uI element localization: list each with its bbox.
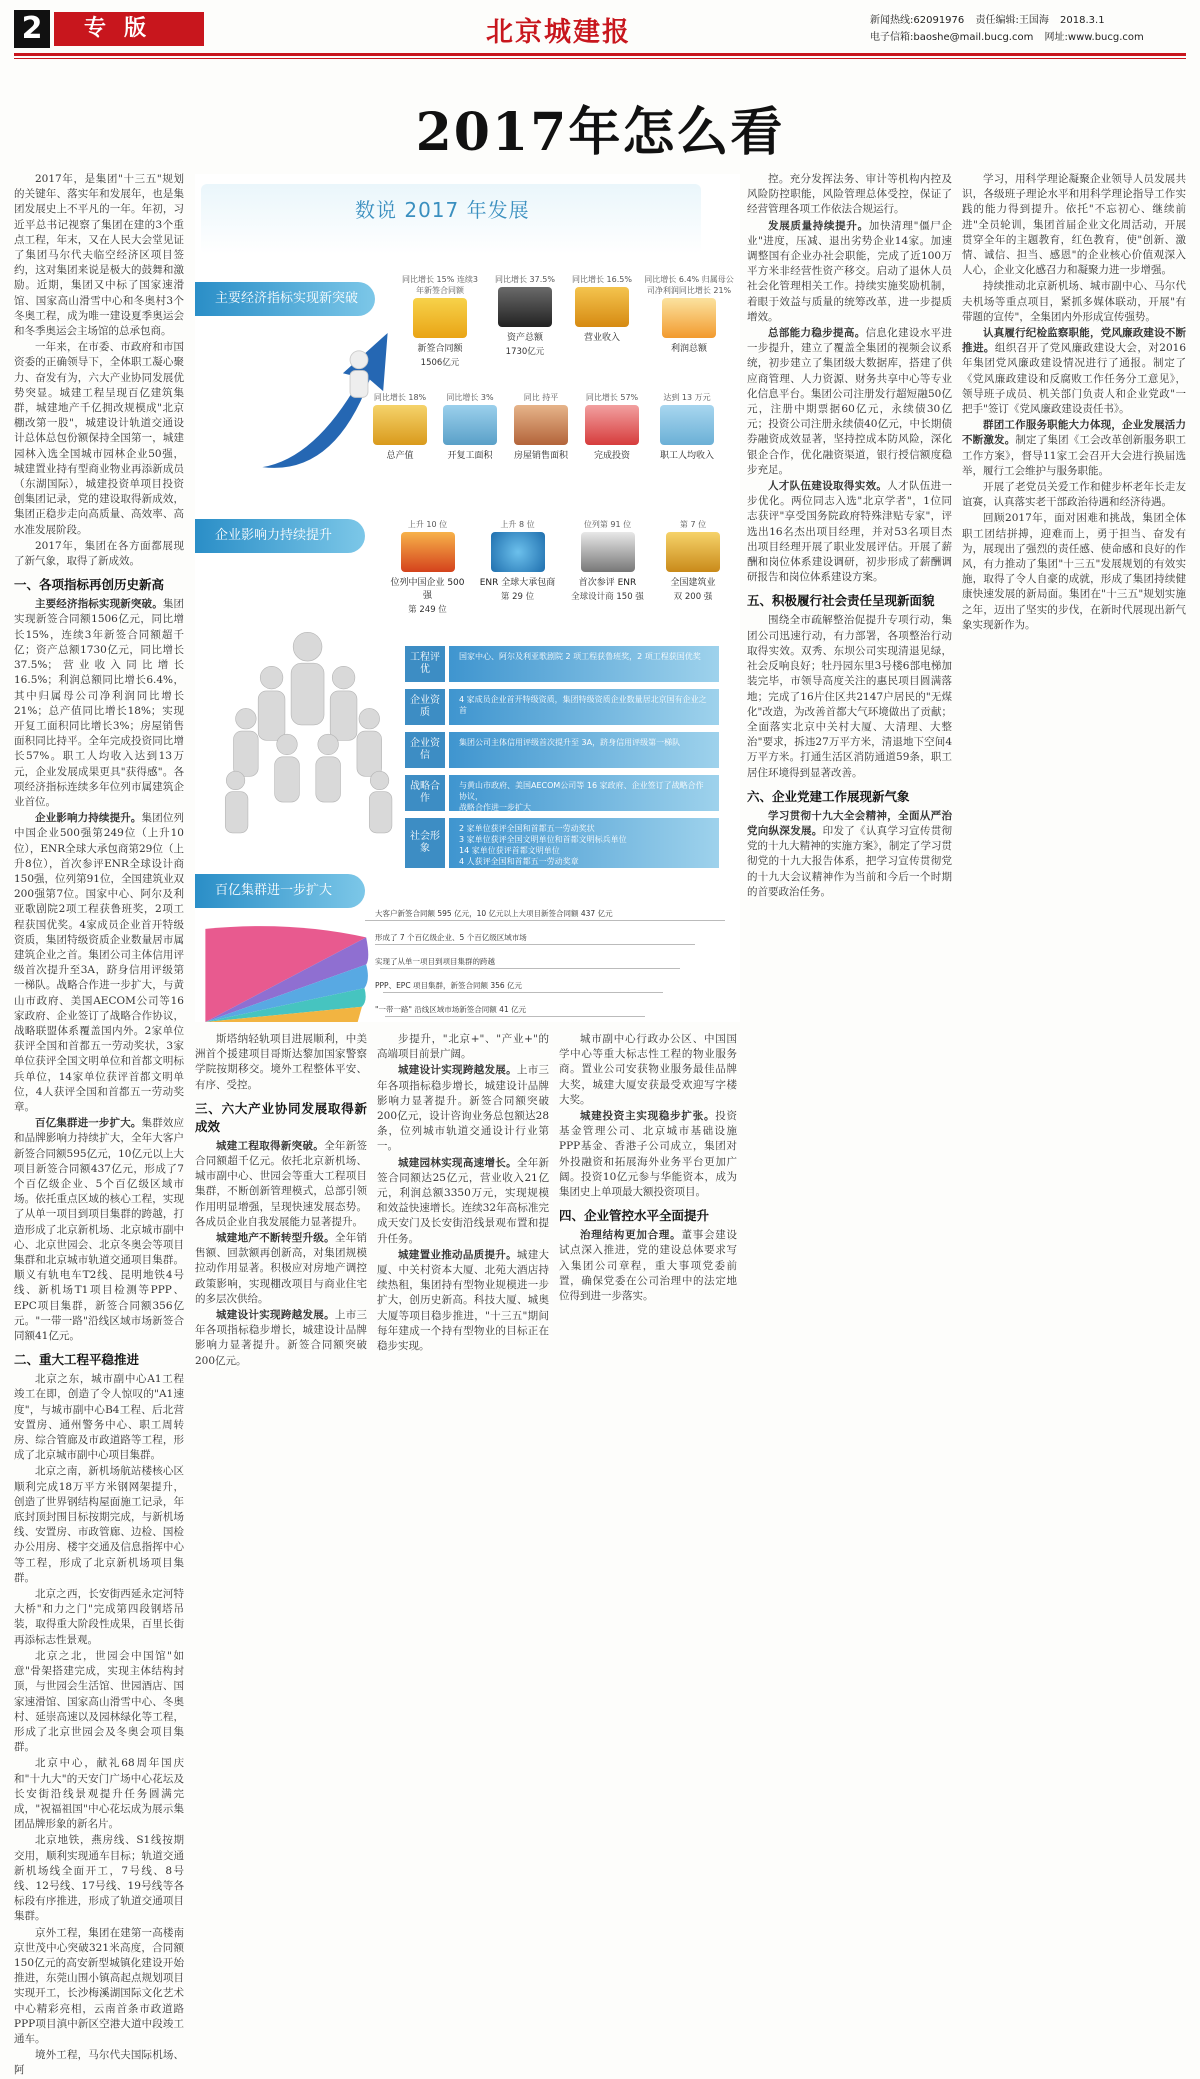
- paragraph-body: 人才队伍进一步优化。两位同志入选"北京学者"，1位同志获评"享受国务院政府特殊津贴专家"，评选出16名杰出项目经理，并对53名项目杰出项目经理开展了职业发展评估。开展了薪酬和岗位体系建设调研，初步形成了薪酬调研报告和岗位体系建设方案。: [747, 480, 952, 584]
- row-label-qualification: 企业资质: [405, 689, 445, 725]
- paragraph-lead: 城建投资主实现稳步扩张。: [580, 1110, 716, 1123]
- paragraph-body: 上市三年各项指标稳步增长，城建设计品牌影响力显著提升。新签合同额突破200亿元，设计咨询业务总包额达28条，位列城市轨道交通设计行业第一。: [377, 1064, 550, 1153]
- paragraph-lead: 城建设计实现跨越发展。: [398, 1064, 517, 1077]
- row-content-credit: [449, 732, 719, 768]
- people-group-icon: [215, 604, 395, 854]
- stat-rank: 全球设计商 150 强: [571, 592, 644, 602]
- fan-line: [385, 1016, 645, 1017]
- infographic-title: 数说 2017 年发展: [355, 198, 530, 222]
- row-line: 4 家成员企业首开特级资质，集团特级资质企业数量居北京国有企业之首: [459, 695, 707, 715]
- paragraph-body: 董事会建设试点深入推进，党的建设总体要求写入集团公司章程，重大事项党委前置，确保党委在公司治理中的法定地位得到进一步落实。: [559, 1229, 738, 1303]
- paragraph-lead: 城建园林实现高速增长。: [398, 1156, 517, 1169]
- stat-growth: 达到 13 万元: [663, 393, 711, 402]
- construction-icon: [443, 405, 497, 445]
- stat-china-500: [385, 519, 470, 615]
- stat-name: 资产总额: [506, 333, 543, 343]
- paragraph: 步提升，"北京+"、"产业+"的高端项目前景广阔。: [377, 1033, 549, 1061]
- stat-rank: 第 249 位: [408, 605, 447, 615]
- paragraph-body: 上市三年各项指标稳步增长，城建设计品牌影响力显著提升。新签合同额突破200亿元。: [195, 1309, 368, 1367]
- paragraph-body: 城建大厦、中关村资本大厦、北苑大酒店持续热租，集团持有型物业规模进一步扩大，创历史新高。科技大厦、城奥大厦等项目稳步推进，"十三五"期间每年建成一个持有型物业的目标正在稳步实现。: [377, 1248, 550, 1353]
- paragraph: 北京中心，献礼68周年国庆和"十九大"的天安门广场中心花坛及长安街沿线景观提升任务圆满完成，"祝福祖国"中心花坛成为展示集团品牌形象的新名片。: [14, 1757, 184, 1831]
- stat-construction-area: [435, 392, 505, 461]
- paragraph: [377, 1156, 549, 1247]
- paragraph: 学习，用科学理论凝聚企业领导人员发展共识，各级班子理论水平和用科学理论指导工作实践的能力得到提升。依托"不忘初心、继续前进"全员轮训，集团首届企业文化周活动，开展贯穿全年的主题教育，红色教育，使"创新、激情、诚信、担当、感恩"的企业核心价值观深入人心，企业文化感召力和凝聚力进一步增强。: [962, 173, 1186, 277]
- row-label-awards: 工程评优: [405, 646, 445, 682]
- paragraph: [559, 1228, 737, 1304]
- editor: 责任编辑:王国海: [975, 15, 1049, 26]
- stat-growth: 同比增长 16.5%: [572, 275, 632, 284]
- intro-paragraph: 2017年，集团在各方面都展现了新气象，取得了新成效。: [14, 539, 184, 568]
- stat-investment: [577, 392, 647, 461]
- paragraph-lead: 总部能力稳步提高。: [768, 327, 866, 340]
- paragraph: 开展了老党员关爱工作和健步杯老年长走友谊赛，认真落实老干部政治待遇和经济待遇。: [962, 481, 1186, 509]
- stat-growth: 同比增长 15% 连续3年新签合同额: [402, 275, 478, 295]
- stat-value: 1730亿元: [505, 347, 545, 357]
- paragraph: [962, 418, 1186, 479]
- stat-name: 总产值: [386, 451, 414, 461]
- skyline-icon: [581, 532, 635, 572]
- masthead-rule: [14, 53, 1186, 56]
- worker-icon: [660, 405, 714, 445]
- page-number: 2: [14, 10, 50, 48]
- row-content-social: [449, 818, 719, 868]
- stat-enr-designer: [565, 519, 650, 602]
- paragraph-body: 印发了《认真学习宣传贯彻党的十九大精神的实施方案》，制定了学习贯彻党的十九大报告体系，把学习宣传贯彻党的十九大会议精神作为当前和今后一个时期的首要政治任务。: [747, 824, 953, 898]
- row-label-social: 社会形象: [405, 818, 445, 868]
- globe-icon: [491, 532, 545, 572]
- stat-rank: 第 29 位: [500, 592, 535, 602]
- paragraph: [14, 597, 184, 810]
- paragraph-lead: 百亿集群进一步扩大。: [35, 1117, 142, 1130]
- stat-top: 上升 8 位: [500, 520, 535, 529]
- row-content-cooperation: [449, 775, 719, 811]
- paragraph: [962, 326, 1186, 417]
- paragraph: 北京地铁，燕房线、S1线按期交用，顺利实现通车目标；轨道交通新机场线全面开工，7号线、8号线、12号线、17号线、19号线等各标段有序推进，形成了轨道交通项目集群。: [14, 1834, 184, 1923]
- cluster-line: 形成了 7 个百亿级企业、5 个百亿级区域市场: [375, 933, 527, 942]
- paragraph-body: 集团实现新签合同额1506亿元，同比增长15%，连续3年新签合同额超千亿；资产总额1730亿元，同比增长37.5%；营业收入同比增长16.5%；利润总额同比增长6.4%，其中归属母公司净利润同比增长21%；总产值同比增长18%；实现开复工面积同比增长3%；房屋销售面积同比持平。全年完成投资同比增长57%。职工人均收入达到13万元，企业发展成果更具"获得感"。各项经济指标连续多年位列市属建筑企业首位。: [14, 598, 185, 808]
- row-line: 国家中心、阿尔及利亚歌剧院 2 项工程获鲁班奖，2 项工程获国优奖: [459, 652, 701, 661]
- house-icon: [514, 405, 568, 445]
- paragraph-lead: 城建地产不断转型升级。: [216, 1232, 335, 1245]
- paper-name: 北京城建报: [486, 17, 631, 48]
- section-tab: 专版: [54, 12, 204, 46]
- row-label-credit: 企业资信: [405, 732, 445, 768]
- section-heading: 二、重大工程平稳推进: [14, 1352, 140, 1368]
- stat-name: 开复工面积: [447, 451, 493, 461]
- paragraph-body: 集团位列中国企业500强第249位（上升10位），ENR全球大承包商第29位（上升8位），首次参评ENR全球设计商150强，位列第91位，全国建筑业双200强第7位。国家中心、阿尔及利亚歌剧院2项工程获鲁班奖，2项工程获国优奖。4家成员企业首开特级资质，集团特级资质企业数量居市属建筑企业之首。集团公司主体信用评级首次提升至3A，跻身信用评级第一梯队。战略合作进一步扩大，与黄山市政府、美国AECOM公司等16家政府、企业签订了战略合作协议，战略联盟体系覆盖国内外。2家单位获评全国和首都五一劳动奖状，3家单位获评全国文明单位和首都文明标兵单位，14家单位获评首都文明单位，4人获评全国和首都五一劳动奖章。: [14, 812, 185, 1113]
- paragraph-lead: 学习贯彻十九大全会精神，全面从严治党向纵深发展。: [747, 809, 952, 837]
- stat-revenue: [567, 274, 637, 343]
- paragraph-lead: 主要经济指标实现新突破。: [35, 598, 163, 611]
- stat-growth: 同比 持平: [523, 393, 559, 402]
- section-heading: 一、各项指标再创历史新高: [14, 577, 165, 593]
- stat-rank: 双 200 强: [673, 592, 713, 602]
- paragraph-body: 加快清理"僵尸企业"进度，压减、退出劣势企业14家。加速调整国有企业办社会职能，完成了近100万平方米非经营性资产移交。启动了退休人员社会化管理相关工作。持续实施奖励机制，着眼于效益与质量的统筹改革，进一步提质增效。: [747, 219, 952, 323]
- row-line: 与黄山市政府、美国AECOM公司等 16 家政府、企业签订了战略合作协议，: [459, 781, 704, 801]
- hotline: 新闻热线:62091976: [870, 15, 965, 26]
- paragraph: 回顾2017年，面对困难和挑战，集团全体职工团结拼搏，迎难而上，勇于担当、奋发有为，展现出了强烈的责任感、使命感和良好的作风，有力推动了集团"十三五"发展规划的有效实施，取得了令人自豪的成就，形成了集团持续健康快速发展的新局面。集团在"十三五"规划实施之年，迈出了坚实的步伐，在新时代展现出新气象实现新作为。: [962, 512, 1186, 631]
- stat-enr-contractor: [475, 519, 560, 602]
- section-heading: 四、企业管控水平全面提升: [559, 1208, 710, 1224]
- cluster-line: 实现了从单一项目到项目集群的跨越: [375, 957, 495, 966]
- issue-date: 2018.3.1: [1060, 15, 1105, 26]
- paragraph-body: 信息化建设水平进一步提升，建立了覆盖全集团的视频会议系统，初步建立了集团级大数据库，搭建了供应商管理、人力资源、财务共享中心等专业化信息平台。集团公司注册发行超短融50亿元，注册中期票据60亿元，永续债30亿元；投资公司注册永续债40亿元，中长期债券融资成效显著，坚持控成本防风险，深化银企合作，优化融资渠道，银行授信额度稳步充足。: [747, 327, 952, 476]
- stat-housing-sales: [505, 392, 577, 461]
- row-content-qualification: [449, 689, 719, 725]
- stat-name: 全国建筑业: [670, 578, 716, 588]
- section-heading: 三、六大产业协同发展取得新成效: [195, 1100, 367, 1134]
- section-banner-influence: 企业影响力持续提升: [195, 519, 365, 553]
- article-column-1: [14, 172, 185, 2077]
- stat-income-per-capita: [647, 392, 727, 461]
- stat-name: 利润总额: [670, 344, 707, 354]
- stat-growth: 同比增长 57%: [585, 393, 639, 402]
- stat-total-assets: [487, 274, 563, 357]
- article-column-2: [195, 1032, 367, 1712]
- cluster-fan-icon: [195, 912, 385, 1022]
- row-line: 战略合作进一步扩大: [459, 803, 531, 812]
- row-line: 集团公司主体信用评级首次提升至 3A，跻身信用评级第一梯队: [459, 738, 681, 747]
- paragraph: 北京之北，世园会中国馆"如意"骨架搭建完成，实现主体结构封顶，与世园会生活馆、世园酒店、国家速滑馆、国家高山滑雪中心、冬奥村、延崇高速以及园林绿化等工程，形成了北京世园会及冬奥会项目集群。: [14, 1649, 184, 1754]
- article-column-3: [377, 1032, 549, 1712]
- paragraph: 持续推动北京新机场、城市副中心、马尔代夫机场等重点项目，紧抓多媒体联动，开展"有带题的宣传"，全集团内外形成宣传强势。: [962, 280, 1186, 323]
- fan-line: [375, 944, 695, 945]
- stat-top: 位列第 91 位: [583, 520, 632, 529]
- fan-line: [383, 992, 663, 993]
- paragraph: [747, 326, 952, 478]
- paragraph: [195, 1308, 367, 1369]
- paragraph: 境外工程，马尔代夫国际机场、阿: [14, 2049, 184, 2077]
- paragraph: 北京之西，长安街西延永定河特大桥"和力之门"完成第四段钢塔吊装，取得重大阶段性成果，百里长街再添标志性景观。: [14, 1588, 184, 1646]
- paragraph: 北京之东，城市副中心A1工程竣工在即，创造了令人惊叹的"A1速度"，与城市副中心B4工程、后北营安置房、通州警务中心、职工周转房、综合管廊及市政道路等工程，形成了北京城市副中心项目集群。: [14, 1373, 184, 1462]
- section-banner-economic: 主要经济指标实现新突破: [195, 282, 375, 316]
- paragraph: 京外工程，集团在建第一高楼南京世茂中心突破321米高度，合同额150亿元的高安新型城镇化建设开始推进，东莞山围小镇高起点规划项目实现开工，长沙梅溪湖国际文化艺术中心精彩亮相，云南首条市政道路PPP项目滇中新区空港大道中段竣工通车。: [14, 1926, 184, 2045]
- paragraph: [747, 809, 952, 900]
- paragraph-lead: 认真履行纪检监察职能，党风廉政建设不断推进。: [962, 327, 1186, 355]
- email: 电子信箱:baoshe@mail.bucg.com: [870, 32, 1034, 43]
- contract-icon: [413, 298, 467, 338]
- paragraph-lead: 群团工作服务职能大力体现，企业发展活力不断激发。: [962, 419, 1186, 447]
- row-line: 4 人获评全国和首都五一劳动奖章: [459, 857, 579, 866]
- paragraph: 城市副中心行政办公区、中国国学中心等重大标志性工程的物业服务商。置业公司安获物业服务最佳品牌大奖，城建大厦安获最受欢迎写字楼大奖。: [559, 1033, 737, 1106]
- paragraph-body: 制定了集团《工会改革创新服务职工工作方案》，督导11家工会召开大会进行换届选举，履行工会维护与服务职能。: [962, 434, 1186, 477]
- stat-national-200: [653, 519, 733, 602]
- paragraph-body: 投资基金管理公司、北京城市基础设施PPP基金、香港子公司成立，集团对外投融资和拓展海外业务平台更加广阔。投资10亿元参与华能资本，成为集团史上单项最大额投资项目。: [559, 1110, 738, 1199]
- intro-paragraph: 一年来，在市委、市政府和市国资委的正确领导下，全体职工凝心聚力、奋发有为，六大产业协同发展优势突显。城建工程呈现百亿建筑集群，城建地产千亿拥改规模成"北京棚改第一股"，城建设计轨道交通设计总体总包份额保持全国第一，城建园林入选全国城市园林企业50强，城建置业持有型商业物业再添新成员（东湖国际），城建投资单项目投资创集团记录，党的建设取得新成效，集团正稳步走向高质量、高效率、高水准发展阶段。: [14, 341, 184, 536]
- masthead-meta: [870, 12, 1152, 46]
- cluster-line: PPP、EPC 项目集群，新签合同额 356 亿元: [375, 981, 523, 990]
- stat-top: 第 7 位: [679, 520, 707, 529]
- paragraph-body: 全年销售额、回款额再创新高，对集团规模拉动作用显著。积极应对房地产调控政策影响，实现棚改项目与商业住宅的多层次供给。: [195, 1232, 368, 1305]
- section-heading: 六、企业党建工作展现新气象: [747, 788, 910, 804]
- masthead: [14, 10, 1186, 50]
- paragraph-lead: 治理结构更加合理。: [580, 1229, 682, 1242]
- section-banner-clusters: 百亿集群进一步扩大: [195, 874, 365, 908]
- stat-growth: 同比增长 18%: [373, 393, 427, 402]
- stat-value: 1506亿元: [420, 358, 460, 368]
- paragraph: [14, 1116, 184, 1344]
- stat-name: 营业收入: [583, 333, 620, 343]
- stat-name: 房屋销售面积: [513, 451, 568, 461]
- stat-name: ENR 全球大承包商: [479, 578, 556, 588]
- website: 网址:www.bucg.com: [1044, 32, 1144, 43]
- row-line: 14 家单位获评首都文明单位: [459, 846, 560, 855]
- paragraph: [747, 219, 952, 325]
- coins-icon: [373, 405, 427, 445]
- paragraph-body: 全年新签合同额达25亿元，营业收入21亿元，利润总额3350万元，实现规模和效益快速增长。连续32年高标准完成天安门及长安街沿线景观布置和提升任务。: [377, 1156, 550, 1245]
- row-line: 3 家单位获评全国文明单位和首都文明标兵单位: [459, 835, 627, 844]
- paragraph: [377, 1063, 549, 1154]
- stat-growth: 同比增长 6.4% 归属母公司净利润同比增长 21%: [644, 275, 734, 295]
- infographic: [195, 174, 740, 1022]
- stat-top: 上升 10 位: [407, 520, 448, 529]
- stat-growth: 同比增长 37.5%: [495, 275, 555, 284]
- paragraph-lead: 企业影响力持续提升。: [35, 812, 142, 825]
- china-map-icon: [401, 532, 455, 572]
- fan-line: [365, 920, 725, 921]
- paragraph-lead: 城建置业推动品质提升。: [398, 1248, 517, 1261]
- paragraph: 斯塔纳轻轨项目进展顺利，中美洲首个援建项目哥斯达黎加国家警察学院按期移交。境外工程整体平安、有序、受控。: [195, 1033, 367, 1091]
- masthead-rule-thin: [14, 58, 1186, 59]
- paragraph-lead: 城建工程取得新突破。: [216, 1139, 325, 1152]
- coin-icon: [575, 287, 629, 327]
- stat-name: 位列中国企业 500 强: [390, 578, 465, 601]
- stat-name: 完成投资: [593, 451, 630, 461]
- builder-icon: [666, 532, 720, 572]
- paragraph: 围绕全市疏解整治促提升专项行动，集团公司迅速行动，有力部署，各项整治行动取得实效。双秀、东坝公司实现清退见绿，社会反响良好；牡丹园东里3号楼6部电梯加装完毕，市领导高度关注的惠民项目圆满落地；完成了16片住区共2147户居民的"无煤化"改造，为改善首都大气环境做出了贡献；全面落实北京中关村大厦、大清理、大整治"要求，拆违27万平方米，清退地下空间4万平方米。打通生活区消防通道59条，职工居住环境得到显著改善。: [747, 614, 952, 779]
- row-content-awards: [449, 646, 719, 682]
- paragraph-body: 组织召开了党风廉政建设大会，对2016年集团党风廉政建设情况进行了通报。制定了《党风廉政建设和反腐败工作任务分工意见》，领导班子成员、机关部门负责人和企业党政"一把手"签订《党风廉政建设责任书》。: [962, 342, 1186, 416]
- paragraph-lead: 发展质量持续提升。: [768, 219, 869, 232]
- paragraph: [747, 479, 952, 585]
- stat-growth: 同比增长 3%: [446, 393, 494, 402]
- paragraph: 控。充分发挥法务、审计等机构内控及风险防控职能，风险管理总体受控，保证了经营管理各项工作依法合规运行。: [747, 173, 952, 216]
- paragraph: [377, 1248, 549, 1354]
- money-stack-icon: [498, 287, 552, 327]
- stat-name: 职工人均收入: [659, 451, 714, 461]
- paragraph: [195, 1139, 367, 1230]
- paragraph-body: 集群效应和品牌影响力持续扩大，全年大客户新签合同额595亿元，10亿元以上大项目新签合同额437亿元，形成了7个百亿级企业、5个百亿级区域市场。依托重点区域的核心工程，实现了从单一项目到项目集群的跨越，打造形成了北京新机场、北京城市副中心、北京世园会、北京冬奥会等项目集群和北京城市轨道交通项目集群。顺义有轨电车T2线、昆明地铁4号线、新机场T1项目检测等PPP、EPC项目集群，新签合同额356亿元。"一带一路"沿线区域市场新签合同额41亿元。: [14, 1117, 185, 1343]
- paragraph-body: 全年新签合同额超千亿元。依托北京新机场、城市副中心、世园会等重大工程项目集群，不断创新管理模式，总部引领作用明显增强，呈现快速发展态势。各成员企业自我发展能力显著提升。: [195, 1139, 368, 1228]
- article-column-6: [962, 172, 1186, 1712]
- stat-output: [365, 392, 435, 461]
- gift-box-icon: [585, 405, 639, 445]
- stat-name: 新签合同额: [417, 344, 463, 354]
- cluster-line: 大客户新签合同额 595 亿元，10 亿元以上大项目新签合同额 437 亿元: [375, 909, 613, 918]
- paragraph: [195, 1231, 367, 1307]
- paragraph-lead: 人才队伍建设取得实效。: [768, 480, 888, 493]
- paragraph: [14, 811, 184, 1115]
- section-heading: 五、积极履行社会责任呈现新面貌: [747, 593, 935, 609]
- stat-profit: [641, 274, 737, 354]
- intro-paragraph: 2017年，是集团"十三五"规划的关键年、落实年和发展年，也是集团发展史上不平凡的一年。年初，习近平总书记视察了集团在建的3个重点工程，年末，又在人民大会堂见证了集团马尔代夫临空经济区项目签约，这对集团来说是极大的鼓舞和激励。近期，集团又中标了国家速滑馆、国家高山滑雪中心和冬奥村3个冬奥工程，成为唯一建设夏季奥运会和冬季奥运会主场馆的总承包商。: [14, 173, 184, 338]
- bar-chart-icon: [662, 298, 716, 338]
- paragraph: 北京之南，新机场航站楼核心区顺利完成18万平方米钢网架提升，创造了世界钢结构屋面施工记录，年底封顶封围目标按期完成，与新机场线、安置房、市政管廊、边检、国检办公用房、楼宇交通及信息指挥中心等工程，形成了北京新机场项目集群。: [14, 1465, 184, 1584]
- cluster-line: "一带一路" 沿线区域市场新签合同额 41 亿元: [375, 1005, 527, 1014]
- stat-name: 首次参评 ENR: [578, 578, 637, 588]
- page-headline: 2017年怎么看: [415, 102, 785, 163]
- article-column-5: [747, 172, 952, 1712]
- paragraph-lead: 城建设计实现跨越发展。: [216, 1309, 335, 1322]
- row-label-cooperation: 战略合作: [405, 775, 445, 811]
- fan-line: [380, 968, 680, 969]
- paragraph: [559, 1109, 737, 1200]
- row-line: 2 家单位获评全国和首都五一劳动奖状: [459, 824, 595, 833]
- article-column-4: [559, 1032, 737, 1712]
